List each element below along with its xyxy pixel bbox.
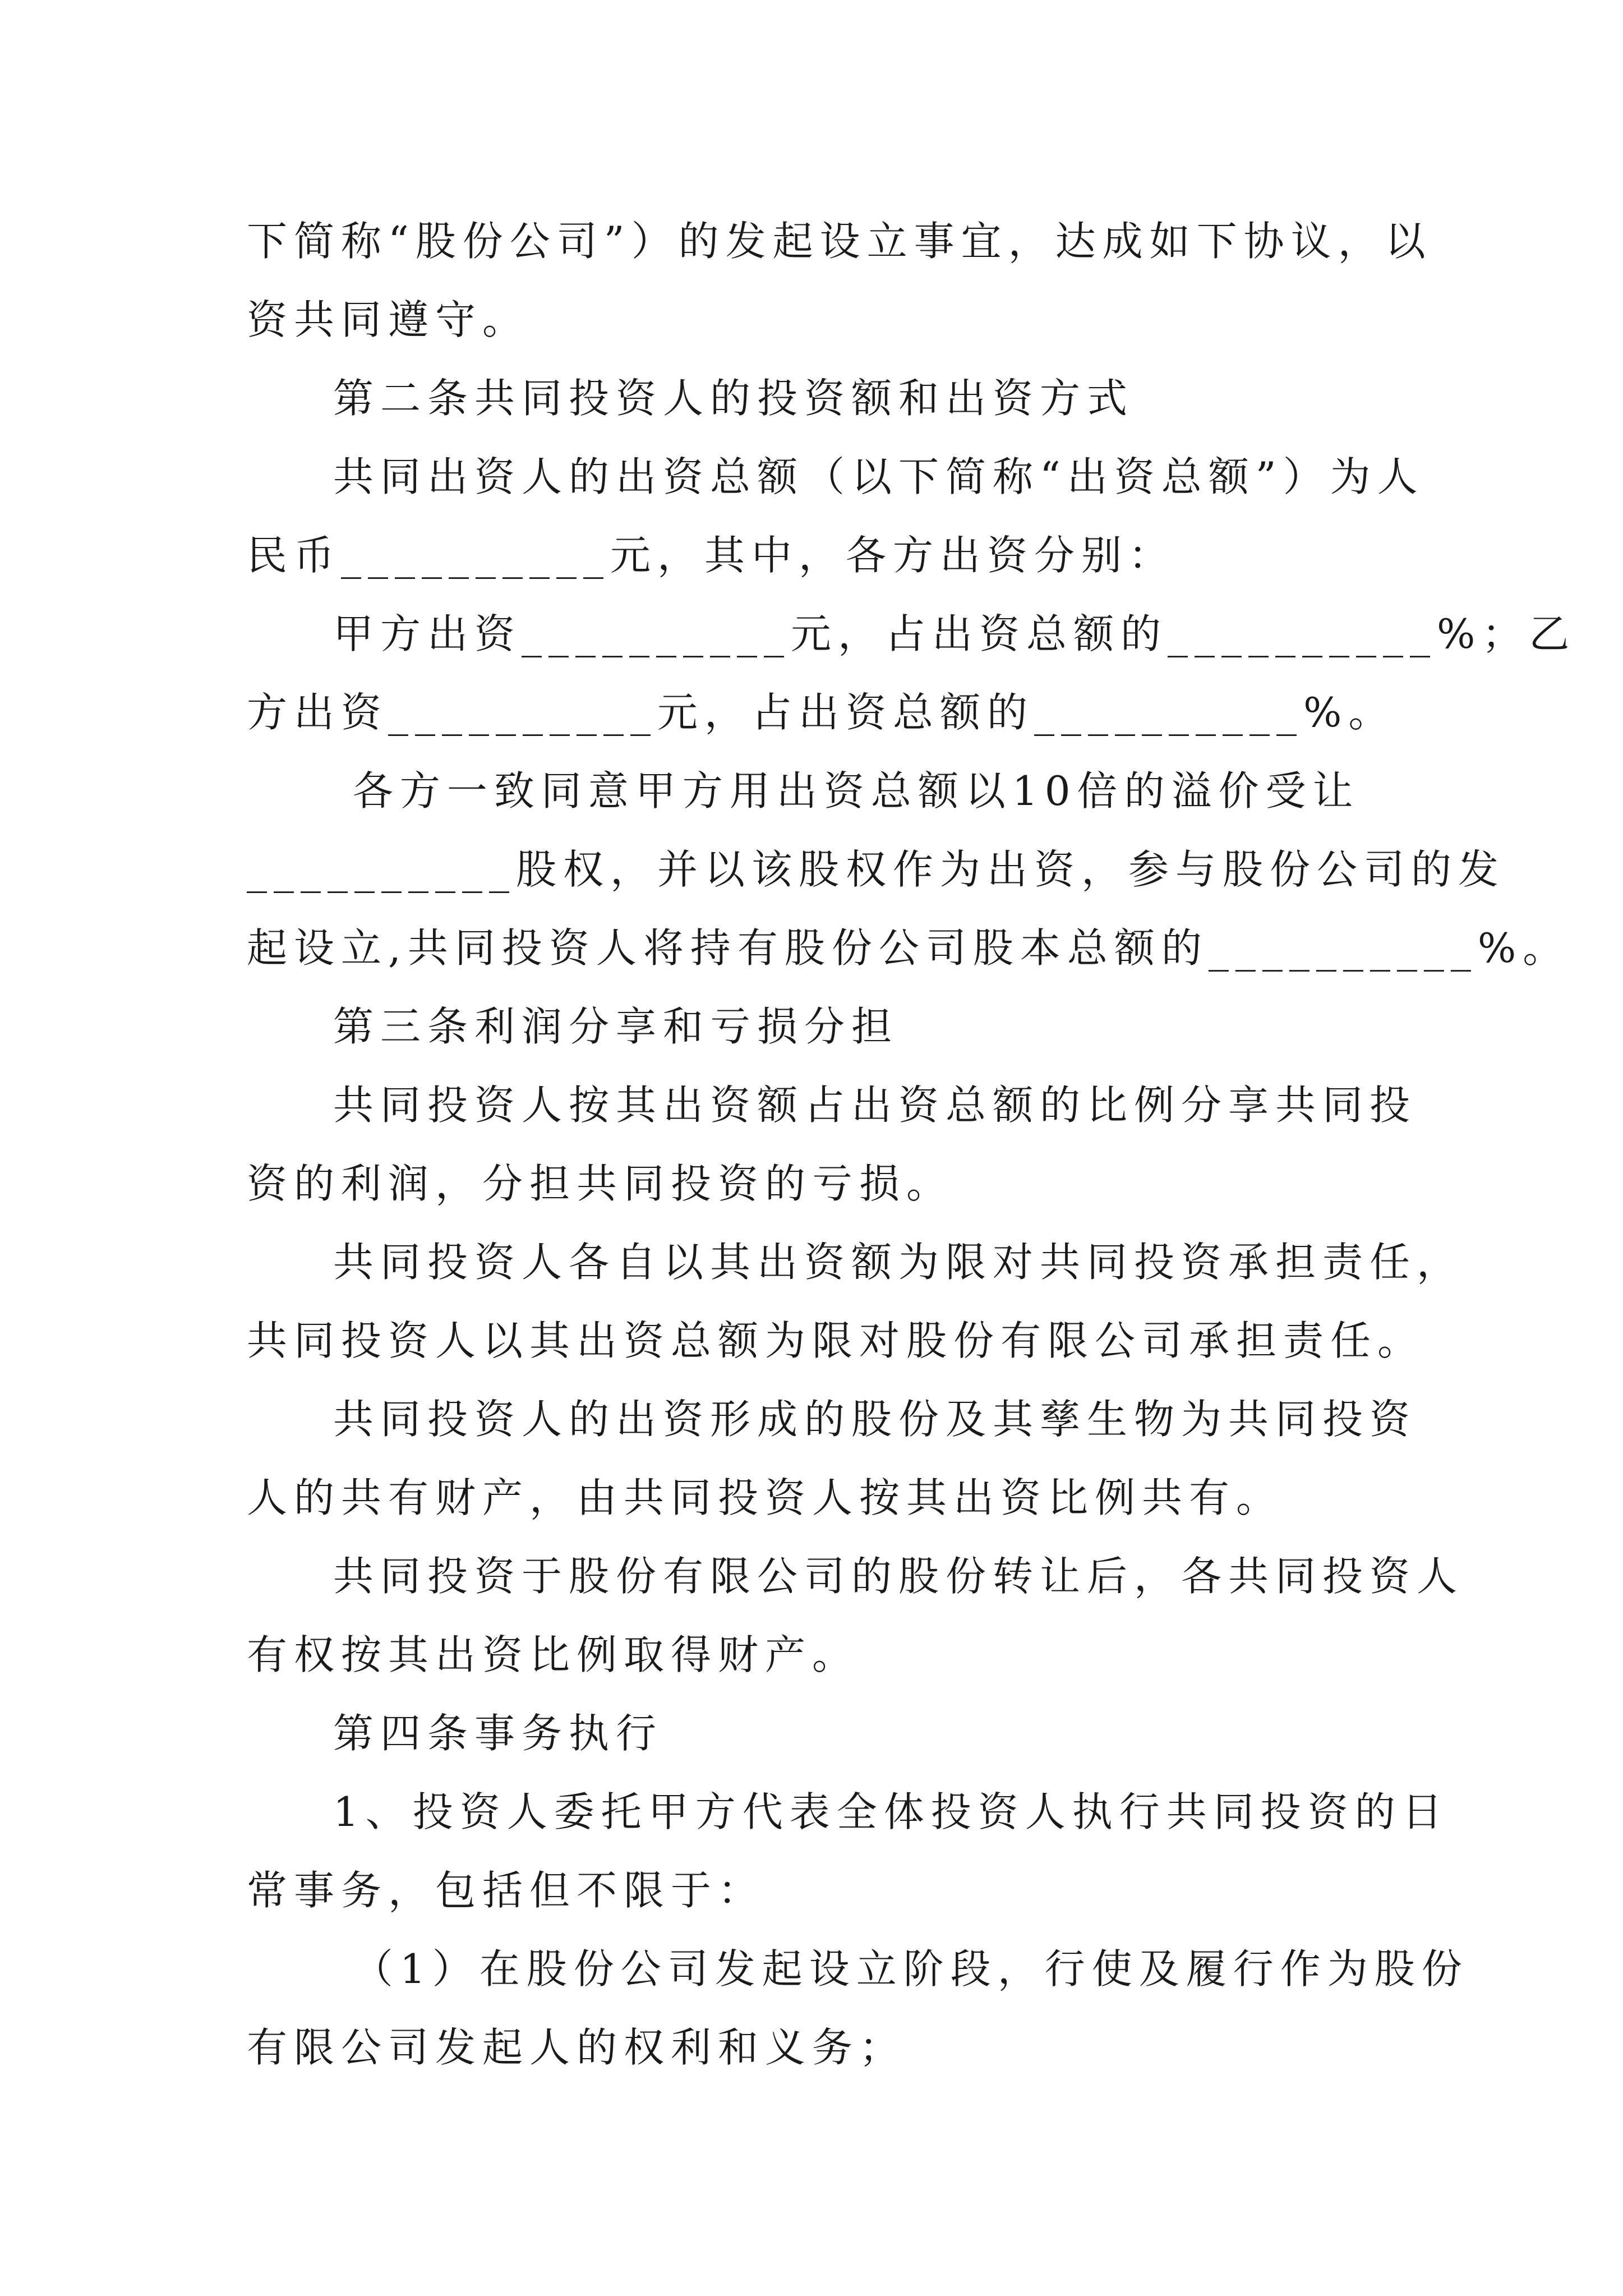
text-line: 共同投资人以其出资总额为限对股份有限公司承担责任。 <box>247 1317 1425 1364</box>
text-line: 资共同遵守。 <box>247 296 530 343</box>
text-line: __________股权，并以该股权作为出资，参与股份公司的发 <box>247 846 1506 893</box>
text-line: 共同投资人各自以其出资额为限对共同投资承担责任， <box>333 1239 1464 1286</box>
section-heading: 第二条共同投资人的投资额和出资方式 <box>333 375 1135 422</box>
text-line: 共同出资人的出资总额（以下简称“出资总额”）为人 <box>333 453 1424 500</box>
text-line: 有权按其出资比例取得财产。 <box>247 1631 860 1678</box>
text-line: 起设立,共同投资人将持有股份公司股本总额的__________%。 <box>247 924 1570 972</box>
text-line: 资的利润，分担共同投资的亏损。 <box>247 1160 954 1207</box>
text-line: 民币__________元，其中，各方出资分别： <box>247 532 1176 579</box>
text-line: 下简称“股份公司”）的发起设立事宜，达成如下协议，以 <box>247 218 1432 265</box>
text-line: 有限公司发起人的权利和义务； <box>247 2024 907 2071</box>
text-line: 共同投资于股份有限公司的股份转让后，各共同投资人 <box>333 1553 1464 1600</box>
text-line: 常事务，包括但不限于： <box>247 1867 766 1914</box>
text-line: 各方一致同意甲方用出资总额以10倍的溢价受让 <box>333 767 1360 815</box>
text-line: 甲方出资__________元，占出资总额的__________%；乙 <box>333 610 1576 657</box>
section-heading: 第四条事务执行 <box>333 1710 663 1757</box>
text-line: 共同投资人按其出资额占出资总额的比例分享共同投 <box>333 1082 1417 1129</box>
text-line: 人的共有财产，由共同投资人按其出资比例共有。 <box>247 1474 1284 1521</box>
text-line: 共同投资人的出资形成的股份及其孳生物为共同投资 <box>333 1396 1417 1443</box>
text-line: 方出资__________元，占出资总额的__________%。 <box>247 689 1396 736</box>
text-line: 1、投资人委托甲方代表全体投资人执行共同投资的日 <box>333 1788 1449 1835</box>
text-line: （1）在股份公司发起设立阶段，行使及履行作为股份 <box>333 1945 1469 1993</box>
section-heading: 第三条利润分享和亏损分担 <box>333 1003 899 1050</box>
